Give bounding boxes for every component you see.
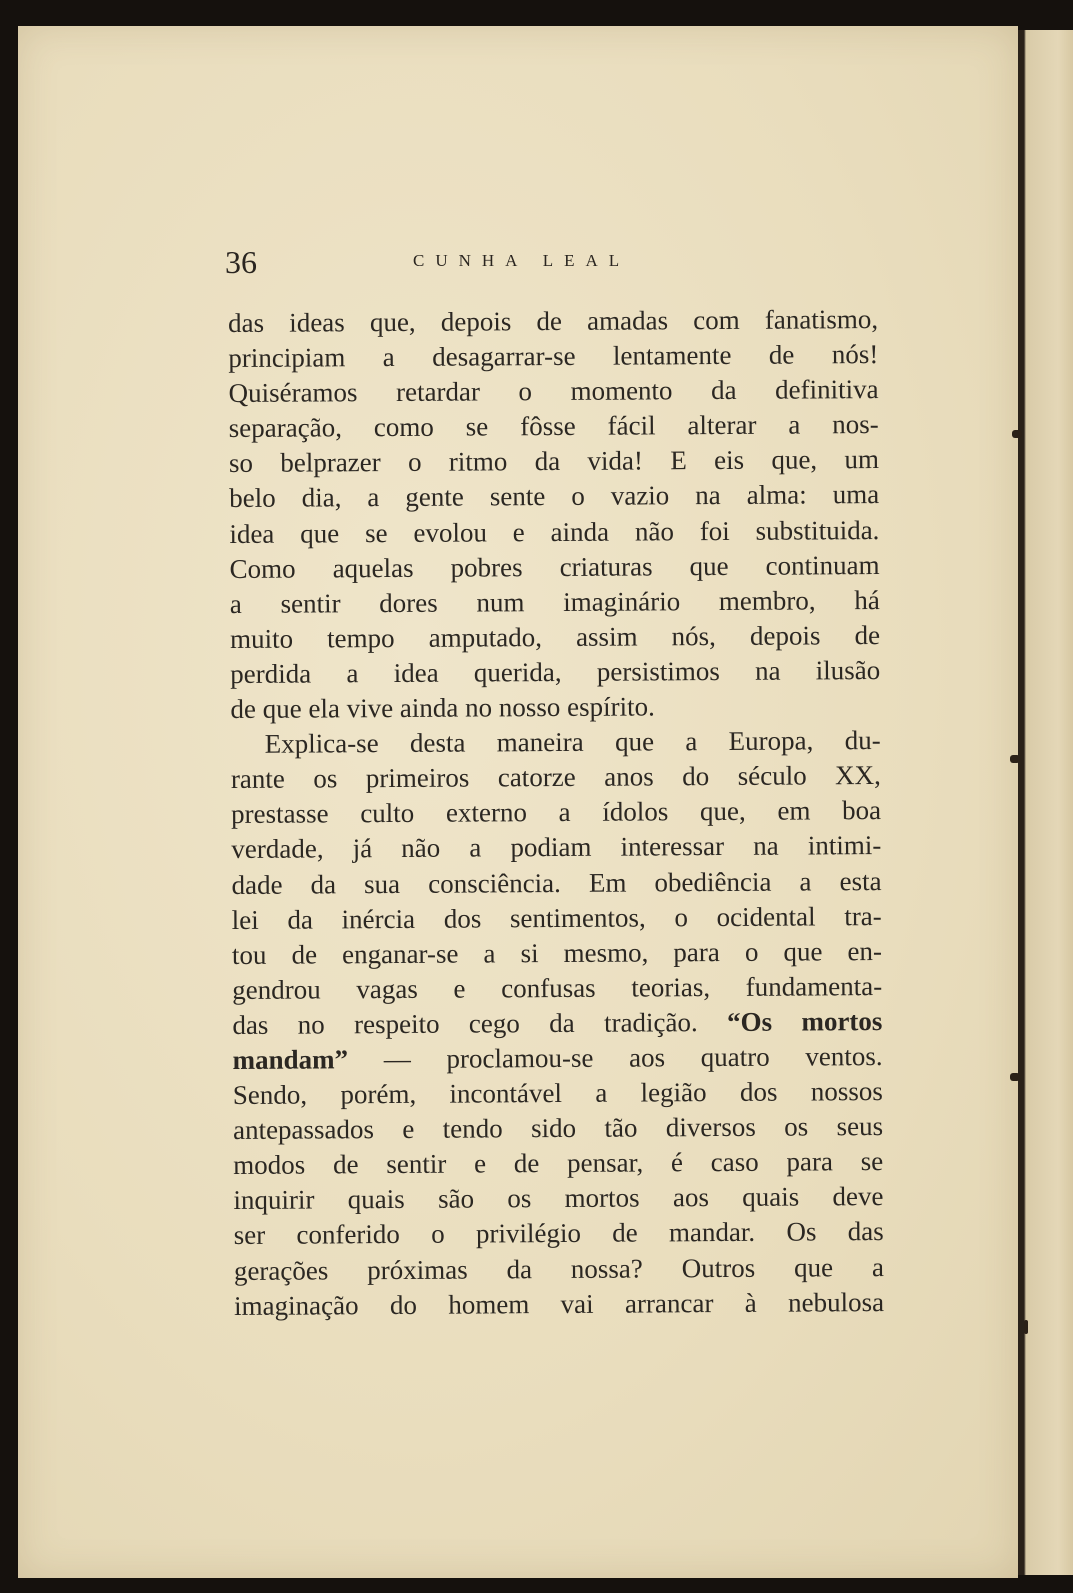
text-line: separação, como se fôsse fácil alterar a nos- bbox=[228, 409, 879, 444]
bold-quote: “Os mortos bbox=[726, 1005, 883, 1037]
text-run: das no respeito cego da tradição. bbox=[232, 1007, 698, 1040]
text-line: antepassados e tendo sido tão diversos os seus bbox=[232, 1111, 884, 1146]
text-line: a sentir dores num imaginário membro, há bbox=[229, 584, 880, 619]
page-header bbox=[225, 242, 925, 282]
next-page-edge bbox=[1018, 30, 1073, 1575]
text-line: lei da inércia dos sentimentos, o ocidental tra- bbox=[231, 900, 882, 935]
text-line: Como aquelas pobres criaturas que continuam bbox=[229, 549, 880, 584]
text-line: idea que se evolou e ainda não foi substituida. bbox=[229, 514, 880, 549]
text-line: de que ela vive ainda no nosso espírito. bbox=[230, 691, 655, 725]
text-line: principiam a desagarrar-se lentamente de nós! bbox=[228, 339, 879, 374]
page-number: 36 bbox=[225, 244, 257, 280]
text-line: Explica-se desta maneira que a Europa, du- bbox=[264, 725, 881, 759]
text-line: gerações próximas da nossa? Outros que a bbox=[233, 1251, 884, 1286]
running-head: CUNHA LEAL bbox=[413, 251, 631, 270]
text-line: dade da sua consciência. Em obediência a esta bbox=[231, 865, 882, 900]
text-line: imaginação do homem vai arrancar à nebulosa bbox=[234, 1286, 885, 1321]
text-line: inquirir quais são os mortos aos quais deve bbox=[233, 1181, 884, 1216]
text-line: Quiséramos retardar o momento da definitiva bbox=[228, 374, 879, 409]
text-run: — proclamou-se aos quatro ventos. bbox=[383, 1040, 883, 1075]
page-edge-mark bbox=[1010, 1073, 1020, 1081]
text-line bbox=[232, 1004, 882, 1043]
text-line bbox=[233, 1039, 883, 1078]
text-line: Sendo, porém, incontável a legião dos nossos bbox=[232, 1076, 883, 1111]
text-line: prestasse culto externo a ídolos que, em boa bbox=[231, 795, 882, 830]
text-line: so belprazer o ritmo da vida! E eis que, um bbox=[228, 444, 880, 479]
text-line: belo dia, a gente sente o vazio na alma: uma bbox=[229, 479, 880, 514]
page-edge-mark bbox=[1010, 755, 1020, 763]
bold-quote: mandam” bbox=[232, 1044, 349, 1075]
text-line: verdade, já não a podiam interessar na intimi- bbox=[231, 830, 882, 865]
text-line: ser conferido o privilégio de mandar. Os das bbox=[233, 1216, 884, 1251]
text-line: tou de enganar-se a si mesmo, para o que en- bbox=[231, 935, 883, 970]
body-text bbox=[228, 302, 884, 1324]
text-line: gendrou vagas e confusas teorias, fundamenta- bbox=[232, 970, 883, 1005]
text-line: perdida a idea querida, persistimos na ilusão bbox=[230, 654, 881, 689]
text-line: das ideas que, depois de amadas com fanatismo, bbox=[228, 304, 879, 338]
text-line: modos de sentir e de pensar, é caso para se bbox=[233, 1146, 884, 1181]
text-line: muito tempo amputado, assim nós, depois de bbox=[229, 619, 881, 654]
page-edge-mark bbox=[1024, 1320, 1028, 1334]
page-edge-mark bbox=[1012, 430, 1022, 438]
text-line: rante os primeiros catorze anos do século XX, bbox=[230, 760, 881, 795]
